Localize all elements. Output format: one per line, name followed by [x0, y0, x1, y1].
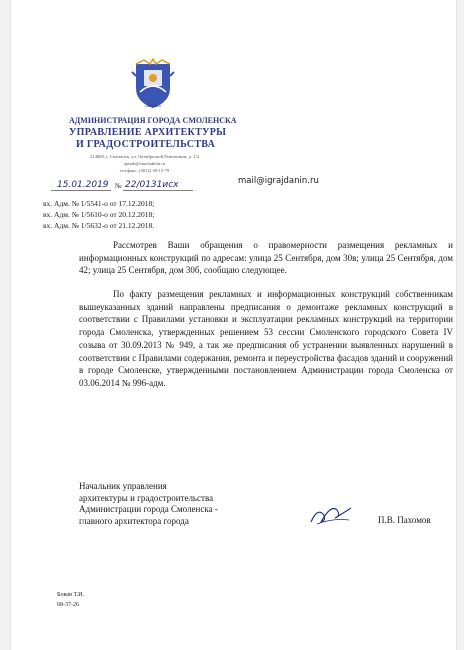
svg-text:СМОЛЕНСК: СМОЛЕНСК	[144, 104, 162, 108]
incoming-reference: вх. Адм. № 1/5541-о от 17.12.2018;	[43, 199, 155, 208]
signatory-title-line: Начальник управления	[79, 481, 167, 491]
body-paragraph-2: По факту размещения рекламных и информационных конструкций собственникам вышеуказанных зданий направлены предписания о демонтаже рекламных конструкций в соответствии с Правилами установки и эксплуатации рекламных конструкций на территории города Смоленска, утвержденных решением 53 сессии Смоленского городского Совета IV созыва от 30.09.2013 № 949, а так же предписания об устранении выявленных нарушений в соответствии с Правилами содержания, ремонта и переустройства фасадов зданий и сооружений в городе Смоленске, утвержденными постановлением Администрации города Смоленска от 03.06.2014 № 996-адм.	[79, 289, 453, 388]
signatory-title-line: главного архитектора города	[79, 516, 189, 527]
signatory-title-line: Администрации города Смоленска -	[79, 504, 218, 515]
org-email: upratb@smoladmin.ru	[123, 161, 166, 166]
executor-info	[57, 591, 84, 610]
registration-number: 22/0131исх	[125, 180, 179, 190]
number-underline	[123, 190, 193, 191]
document-page	[10, 0, 457, 650]
incoming-reference: вх. Адм. № 1/5610-о от 20.12.2018;	[43, 210, 155, 219]
org-name-department-cont: И ГРАДОСТРОИТЕЛЬСТВА	[76, 139, 216, 150]
recipient-email: mail@igrajdanin.ru	[238, 176, 319, 186]
org-phone: тел/факс: (4812) 38-15-79	[119, 168, 170, 173]
executor-name: Бован Т.И.	[57, 592, 84, 598]
incoming-reference: вх. Адм. № 1/5632-о от 21.12.2018.	[43, 221, 155, 230]
registration-date: 15.01.2019	[57, 180, 109, 190]
date-underline	[51, 190, 111, 191]
executor-phone: 68-37-26	[57, 601, 79, 608]
org-address: 214000, г. Смоленск, ул. Октябрьской Революции, д. 1/2	[89, 154, 199, 159]
org-name-department: УПРАВЛЕНИЕ АРХИТЕКТУРЫ	[69, 127, 227, 138]
signatory-name: П.В. Пахомов	[378, 515, 431, 525]
smolensk-coat-of-arms-icon	[128, 58, 178, 110]
handwritten-signature	[307, 500, 355, 528]
body-paragraph-1: Рассмотрев Ваши обращения о правомерности размещения рекламных и информационных конструкций по адресам: улица 25 Сентября, дом 30в; улица 25 Сентября, дом 42; улица 25 Сентября, дом 30б, сообщаю следующее.	[79, 240, 453, 276]
registration-number-sign: №	[115, 182, 122, 190]
signatory-title	[79, 481, 218, 528]
org-name-administration: АДМИНИСТРАЦИЯ ГОРОДА СМОЛЕНСКА	[69, 116, 237, 125]
signatory-title-line: архитектуры и градостроительства	[79, 492, 214, 503]
